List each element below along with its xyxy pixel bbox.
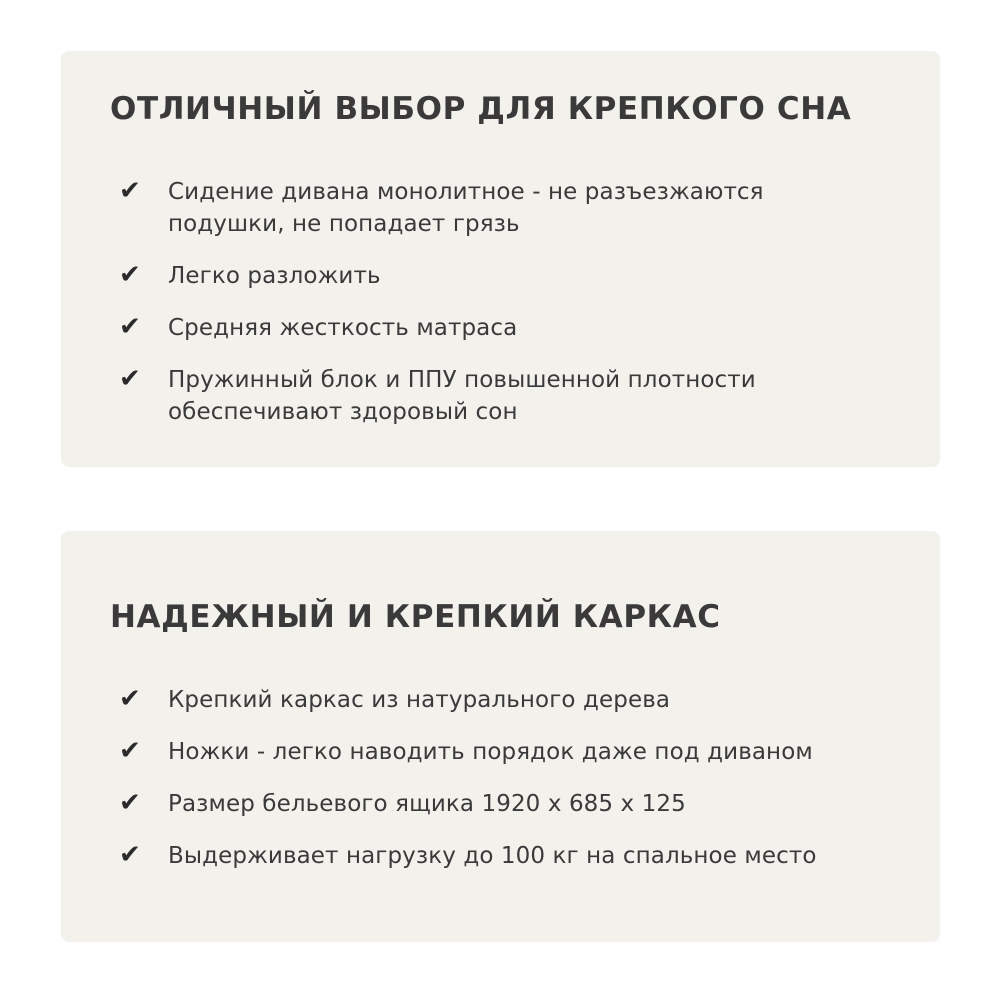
- list-item-text: Размер бельевого ящика 1920 х 685 х 125: [168, 791, 686, 817]
- list-item-text: Пружинный блок и ППУ повышенной плотности обеспечивают здоровый сон: [168, 367, 756, 425]
- list-item-text: Выдерживает нагрузку до 100 кг на спальное место: [168, 843, 817, 869]
- feature-list: [61, 684, 940, 892]
- check-icon: ✔: [119, 176, 141, 206]
- check-icon: ✔: [119, 684, 141, 714]
- check-icon: ✔: [119, 788, 141, 818]
- card-title: ОТЛИЧНЫЙ ВЫБОР ДЛЯ КРЕПКОГО СНА: [110, 91, 852, 127]
- list-item: [61, 684, 940, 716]
- check-icon: ✔: [119, 312, 141, 342]
- check-icon: ✔: [119, 260, 141, 290]
- list-item-text: Сидение дивана монолитное - не разъезжаются подушки, не попадает грязь: [168, 179, 764, 237]
- list-item: [61, 788, 940, 820]
- feature-card-frame: [61, 531, 940, 942]
- list-item: [61, 736, 940, 768]
- check-icon: ✔: [119, 736, 141, 766]
- list-item: [61, 364, 940, 428]
- feature-card-sleep: [61, 51, 940, 467]
- list-item-text: Легко разложить: [168, 263, 381, 289]
- list-item-text: Крепкий каркас из натурального дерева: [168, 687, 671, 713]
- card-title: НАДЕЖНЫЙ И КРЕПКИЙ КАРКАС: [110, 599, 721, 635]
- list-item-text: Средняя жесткость матраса: [168, 315, 518, 341]
- list-item: [61, 260, 940, 292]
- check-icon: ✔: [119, 840, 141, 870]
- check-icon: ✔: [119, 364, 141, 394]
- list-item: [61, 312, 940, 344]
- feature-list: [61, 176, 940, 448]
- list-item-text: Ножки - легко наводить порядок даже под диваном: [168, 739, 813, 765]
- list-item: [61, 840, 940, 872]
- list-item: [61, 176, 940, 240]
